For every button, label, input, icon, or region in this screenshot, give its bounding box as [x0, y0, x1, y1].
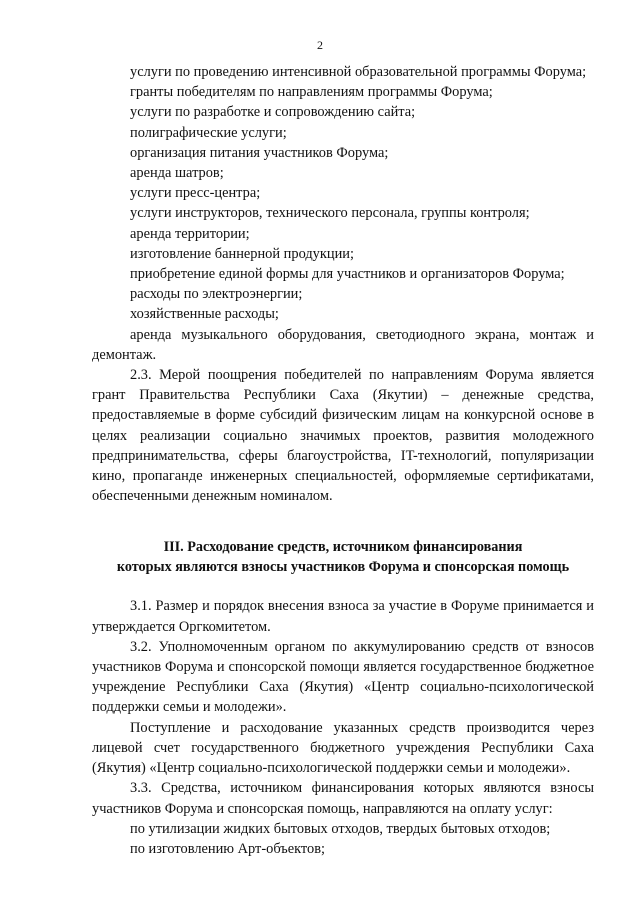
- document-body: [92, 62, 594, 859]
- list-item: аренда территории;: [130, 225, 250, 242]
- section-gap: [92, 577, 594, 596]
- list-item: услуги по проведению интенсивной образовательной программы Форума;: [130, 64, 587, 80]
- clause-2-3: 2.3. Мерой поощрения победителей по направлениям Форума является грант Правительства Республики Саха (Якутии) – денежные средства, предоставляемые в форме субсидий физическим лицам на конкурсной основе в целях реализации социально значимых проектов, развития молодежного предпринимательства, сферы благоустройства, IT-технологий, популяризации кино, пропаганде инженерных специальностей, оформляемые сертификатами, обеспеченными денежным номиналом.: [92, 367, 594, 505]
- section-gap: [92, 506, 594, 538]
- list-item: услуги пресс-центра;: [130, 185, 261, 202]
- list-item: аренда музыкального оборудования, светодиодного экрана, монтаж и демонтаж.: [92, 326, 594, 363]
- clause-3-1: 3.1. Размер и порядок внесения взноса за участие в Форуме принимается и утверждается Оргкомитетом.: [92, 598, 594, 635]
- list-item: организация питания участников Форума;: [130, 144, 389, 161]
- list-item: гранты победителям по направлениям программы Форума;: [130, 84, 493, 101]
- clause-3-2-continuation: Поступление и расходование указанных средств производится через лицевой счет государственного бюджетного учреждения Республики Саха (Якутия) «Центр социально-психологической поддержки семьи и молодежи».: [92, 719, 594, 777]
- list-item: хозяйственные расходы;: [130, 306, 279, 323]
- clause-3-3: 3.3. Средства, источником финансирования которых являются взносы участников Форума и спонсорская помощь, направляются на оплату услуг:: [92, 780, 594, 817]
- list-item: услуги по разработке и сопровождению сайта;: [130, 104, 416, 121]
- list-item: по изготовлению Арт-объектов;: [130, 840, 326, 857]
- section-heading-line-1: III. Расходование средств, источником финансирования: [163, 539, 523, 556]
- list-item: полиграфические услуги;: [130, 124, 287, 141]
- list-item: изготовление баннерной продукции;: [130, 245, 354, 262]
- list-item: аренда шатров;: [130, 165, 224, 182]
- list-item: приобретение единой формы для участников и организаторов Форума;: [130, 266, 565, 283]
- clause-3-2: 3.2. Уполномоченным органом по аккумулированию средств от взносов участников Форума и спонсорской помощи является государственное бюджетное учреждение Республики Саха (Якутия) «Центр социально-психологической поддержки семьи и молодежи».: [92, 638, 594, 716]
- section-heading-line-2: которых являются взносы участников Форума и спонсорская помощь: [116, 558, 570, 575]
- list-item: услуги инструкторов, технического персонала, группы контроля;: [130, 205, 530, 222]
- list-item: расходы по электроэнергии;: [130, 286, 303, 303]
- page-number: 2: [317, 38, 323, 52]
- list-item: по утилизации жидких бытовых отходов, твердых бытовых отходов;: [130, 820, 551, 837]
